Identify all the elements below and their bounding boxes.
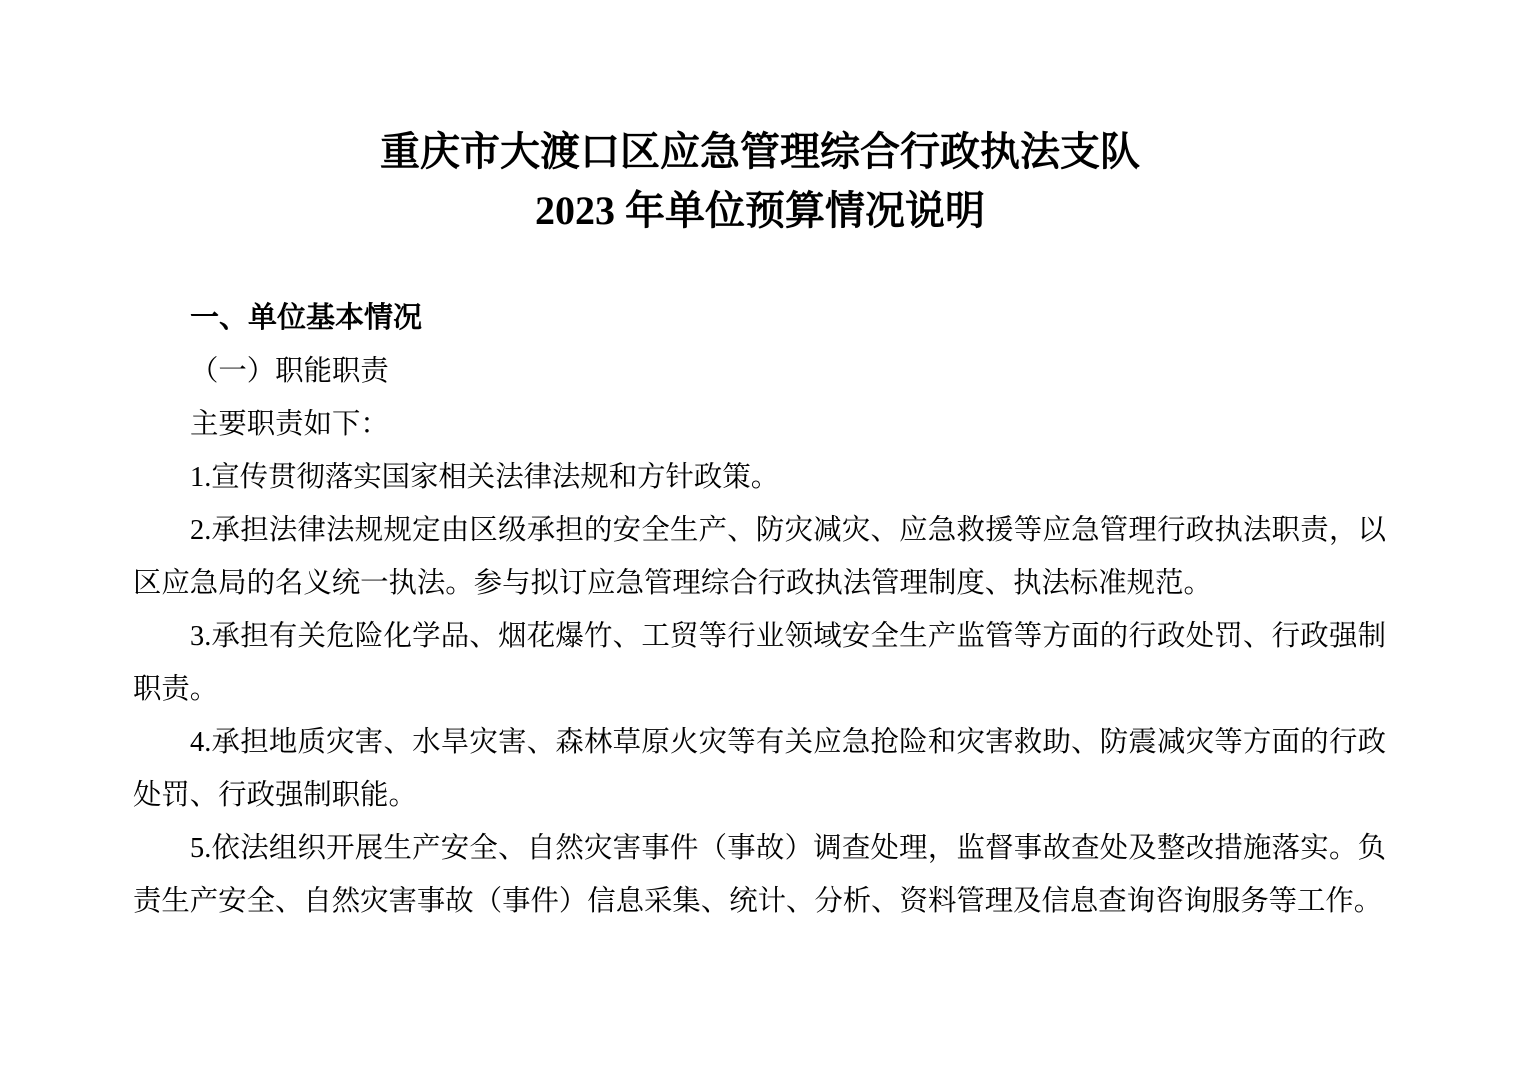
duty-item-4: 4.承担地质灾害、水旱灾害、森林草原火灾等有关应急抢险和灾害救助、防震减灾等方面的行政处罚、行政强制职能。: [133, 727, 1386, 811]
duty-item-1: 1.宣传贯彻落实国家相关法律法规和方针政策。: [190, 462, 780, 493]
duty-item-5: 5.依法组织开展生产安全、自然灾害事件（事故）调查处理，监督事故查处及整改措施落实。负责生产安全、自然灾害事故（事件）信息采集、统计、分析、资料管理及信息查询咨询服务等工作。: [133, 833, 1386, 917]
document-title: [0, 0, 1520, 240]
duty-item-3: 3.承担有关危险化学品、烟花爆竹、工贸等行业领域安全生产监管等方面的行政处罚、行政强制职责。: [133, 621, 1386, 705]
title-line-2: 2023 年单位预算情况说明: [535, 188, 985, 233]
document-body: [133, 292, 1386, 928]
intro-line: 主要职责如下：: [190, 409, 389, 440]
title-line-1: 重庆市大渡口区应急管理综合行政执法支队: [380, 129, 1140, 174]
section-heading: 一、单位基本情况: [190, 302, 423, 334]
subsection-heading: （一）职能职责: [190, 356, 389, 387]
duty-item-2: 2.承担法律法规规定由区级承担的安全生产、防灾减灾、应急救援等应急管理行政执法职责，以区应急局的名义统一执法。参与拟订应急管理综合行政执法管理制度、执法标准规范。: [133, 515, 1386, 599]
